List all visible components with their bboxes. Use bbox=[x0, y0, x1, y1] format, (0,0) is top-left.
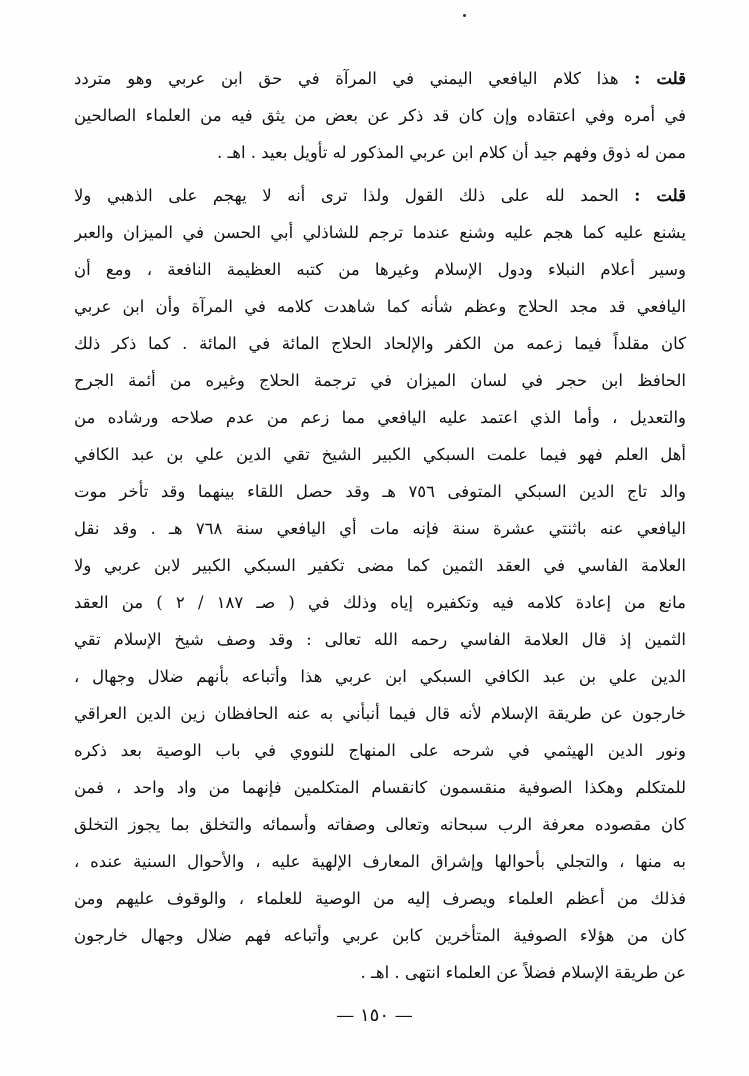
text-line: وسير أعلام النبلاء ودول الإسلام وغيرها من كتبه العظيمة النافعة ، ومع أن bbox=[74, 260, 686, 279]
text-line: الثمين إذ قال العلامة الفاسي رحمه الله تعالى : وقد وصف شيخ الإسلام تقي bbox=[74, 630, 686, 649]
text-line: والتعديل ، وأما الذي اعتمد عليه اليافعي مما زعم من عدم صلاحه ورشاده من bbox=[74, 408, 686, 427]
text-line: يشنع عليه كما هجم عليه وشنع عندما ترجم للشاذلي أبي الحسن في الميزان والعبر bbox=[74, 223, 686, 242]
paragraph-lead: قلت : bbox=[634, 69, 686, 88]
text-line: الحافظ ابن حجر في لسان الميزان في ترجمة الحلاج وغيره من أئمة الجرح bbox=[74, 371, 686, 390]
text-line: والد تاج الدين السبكي المتوفى ٧٥٦ هـ وقد حصل اللقاء بينهما وقد تأخر موت bbox=[74, 482, 686, 501]
page-number: — ١٥٠ — bbox=[336, 1005, 413, 1026]
text-line: ونور الدين الهيثمي في شرحه على المنهاج للنووي في باب الوصية بعد ذكره bbox=[74, 741, 686, 760]
text-line: للمتكلم وهكذا الصوفية منقسمون كانقسام المتكلمين فإنهما من واد واحد ، فمن bbox=[74, 778, 686, 797]
text-line: كان من هؤلاء الصوفية المتأخرين كابن عربي وأتباعه فهم ضلال وجهال خارجون bbox=[74, 926, 686, 945]
body-text bbox=[74, 60, 686, 991]
text-line: فذلك من أعظم العلماء ويصرف إليه من الوصية للعلماء ، والوقوف عليهم ومن bbox=[74, 889, 686, 908]
text-line: العلامة الفاسي في العقد الثمين كما مضى تكفير السبكي الكبير لابن عربي ولا bbox=[74, 556, 686, 575]
text-line: ممن له ذوق وفهم جيد أن كلام ابن عربي المذكور له تأويل بعيد . اهـ . bbox=[216, 143, 686, 162]
text-line: قلت : هذا كلام اليافعي اليمني في المرآة في حق ابن عربي وهو متردد bbox=[74, 69, 686, 88]
text-line: كان مقلداً فيما زعمه من الكفر والإلحاد الحلاج المائة في المائة . كما ذكر ذلك bbox=[74, 334, 686, 353]
text-line: في أمره وفي اعتقاده وإن كان قد ذكر عن بعض من يثق فيه من العلماء الصالحين bbox=[74, 106, 686, 125]
text-line: عن طريقة الإسلام فضلاً عن العلماء انتهى . اهـ . bbox=[360, 963, 686, 982]
text-line: مانع من إعادة كلامه فيه وتكفيره إياه وذلك في ( صـ ١٨٧ / ٢ ) من العقد bbox=[74, 593, 686, 612]
text-line: أهل العلم فهو فيما علمت السبكي الكبير الشيخ تقي الدين علي بن عبد الكافي bbox=[74, 445, 686, 464]
paragraph-lead: قلت : bbox=[634, 186, 686, 205]
text-line: اليافعي عنه باثنتي عشرة سنة فإنه مات أي اليافعي سنة ٧٦٨ هـ . وقد نقل bbox=[74, 519, 686, 538]
text-line: كان مقصوده معرفة الرب سبحانه وتعالى وصفاته وأسمائه والتخلق بما يجوز التخلق bbox=[74, 815, 686, 834]
text-line: الدين علي بن عبد الكافي السبكي ابن عربي هذا وأتباعه بأنهم ضلال وجهال ، bbox=[74, 667, 686, 686]
top-dot-mark bbox=[463, 14, 466, 17]
text-line: خارجون عن طريقة الإسلام لأنه قال فيما أنبأني به عنه الحافظان زين الدين العراقي bbox=[74, 704, 686, 723]
text-line: به منها ، والتجلي بأحوالها وإشراق المعارف الإلهية عليه ، والأحوال السنية عنده ، bbox=[74, 852, 686, 871]
paragraph-2 bbox=[74, 177, 686, 991]
text-line: اليافعي قد مجد الحلاج وعظم شأنه كما شاهدت كلامه في المرآة وأن ابن عربي bbox=[74, 297, 686, 316]
text-line: قلت : الحمد لله على ذلك القول ولذا ترى أنه لا يهجم على الذهبي ولا bbox=[74, 186, 686, 205]
paragraph-1 bbox=[74, 60, 686, 171]
